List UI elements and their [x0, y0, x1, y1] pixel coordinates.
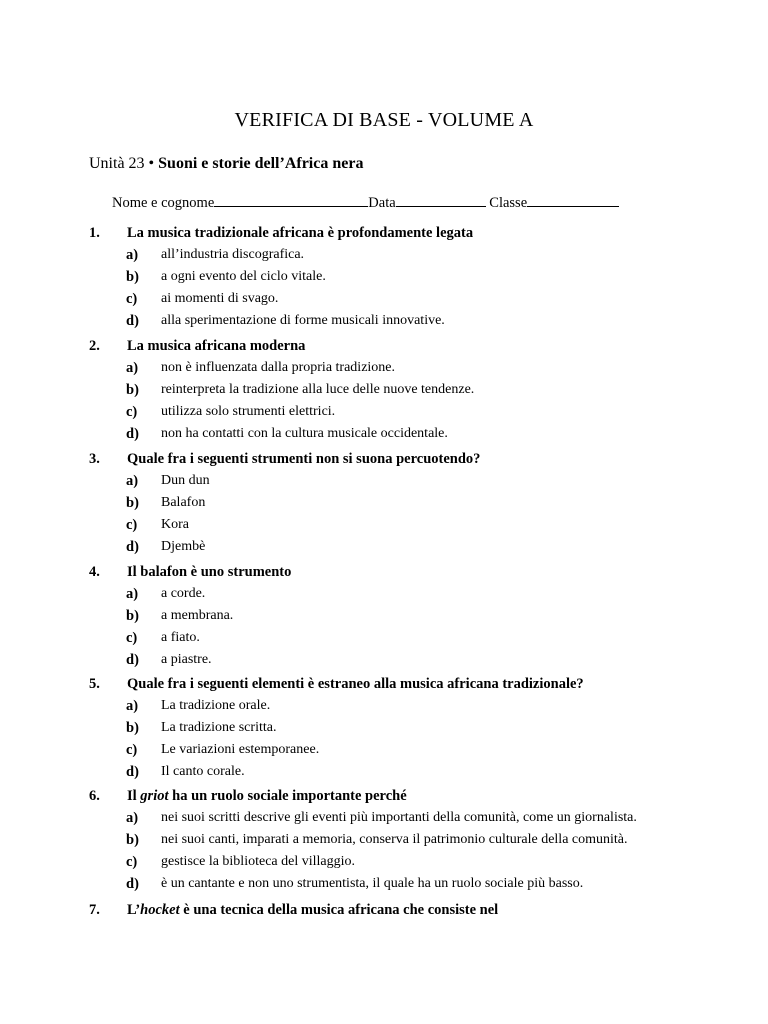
- unit-subject: Suoni e storie dell’Africa nera: [158, 155, 364, 172]
- option-text: Le variazioni estemporanee.: [161, 742, 320, 757]
- option-label: d): [126, 652, 139, 668]
- option-label: d): [126, 313, 139, 329]
- option-text: a ogni evento del ciclo vitale.: [161, 269, 326, 284]
- question-text: [127, 902, 498, 919]
- unit-prefix: Unità 23 •: [89, 155, 159, 172]
- class-label: Classe: [485, 195, 528, 211]
- question-text: Quale fra i seguenti elementi è estraneo alla musica africana tradizionale?: [127, 676, 584, 692]
- question-term-griot: griot: [140, 788, 169, 804]
- question-number: 1.: [89, 225, 100, 241]
- question-number: 3.: [89, 451, 100, 467]
- option-label: a): [126, 810, 139, 826]
- option-text: a piastre.: [161, 652, 212, 667]
- question-text: La musica tradizionale africana è profondamente legata: [127, 225, 474, 241]
- name-blank[interactable]: [214, 192, 368, 207]
- student-info-fields: [112, 192, 619, 212]
- question-text: [127, 788, 407, 805]
- option-label: c): [126, 517, 138, 533]
- option-label: b): [126, 495, 139, 511]
- option-label: a): [126, 360, 139, 376]
- option-label: c): [126, 742, 138, 758]
- option-text: è un cantante e non uno strumentista, il quale ha un ruolo sociale più basso.: [161, 876, 584, 891]
- option-label: a): [126, 698, 139, 714]
- option-label: d): [126, 876, 139, 892]
- option-text: alla sperimentazione di forme musicali innovative.: [161, 313, 445, 328]
- option-text: La tradizione orale.: [161, 698, 271, 713]
- option-label: c): [126, 630, 138, 646]
- option-label: c): [126, 291, 138, 307]
- date-label: Data: [368, 195, 396, 211]
- option-text: non è influenzata dalla propria tradizione.: [161, 360, 396, 375]
- question-text-before: L’: [127, 902, 141, 918]
- option-text: Dun dun: [161, 473, 210, 488]
- option-text: Kora: [161, 517, 189, 532]
- option-label: c): [126, 404, 138, 420]
- question-number: 6.: [89, 788, 100, 804]
- question-number: 5.: [89, 676, 100, 692]
- class-blank[interactable]: [527, 192, 619, 207]
- option-text: gestisce la biblioteca del villaggio.: [161, 854, 355, 869]
- page-title: VERIFICA DI BASE - VOLUME A: [234, 109, 534, 131]
- option-text: a membrana.: [161, 608, 234, 623]
- date-blank[interactable]: [396, 192, 486, 207]
- option-label: b): [126, 832, 139, 848]
- name-label: Nome e cognome: [112, 195, 215, 211]
- unit-heading: [89, 155, 363, 173]
- option-text: Il canto corale.: [161, 764, 245, 779]
- question-text-before: Il: [127, 788, 141, 804]
- option-text: a corde.: [161, 586, 206, 601]
- question-text: Quale fra i seguenti strumenti non si suona percuotendo?: [127, 451, 481, 467]
- option-label: b): [126, 382, 139, 398]
- option-label: d): [126, 539, 139, 555]
- option-label: a): [126, 473, 139, 489]
- option-text: nei suoi canti, imparati a memoria, conserva il patrimonio culturale della comunità.: [161, 832, 628, 847]
- option-text: ai momenti di svago.: [161, 291, 279, 306]
- option-label: d): [126, 764, 139, 780]
- question-number: 7.: [89, 902, 100, 918]
- question-text: La musica africana moderna: [127, 338, 306, 354]
- option-text: utilizza solo strumenti elettrici.: [161, 404, 336, 419]
- question-number: 2.: [89, 338, 100, 354]
- option-text: Balafon: [161, 495, 206, 510]
- question-number: 4.: [89, 564, 100, 580]
- option-label: b): [126, 269, 139, 285]
- option-text: all’industria discografica.: [161, 247, 305, 262]
- question-text-after: ha un ruolo sociale importante perché: [168, 788, 407, 804]
- option-label: b): [126, 608, 139, 624]
- option-text: Djembè: [161, 539, 206, 554]
- option-label: d): [126, 426, 139, 442]
- option-text: reinterpreta la tradizione alla luce delle nuove tendenze.: [161, 382, 475, 397]
- option-text: a fiato.: [161, 630, 200, 645]
- option-label: c): [126, 854, 138, 870]
- question-text: Il balafon è uno strumento: [127, 564, 292, 580]
- question-term-hocket: hocket: [140, 902, 180, 918]
- option-text: nei suoi scritti descrive gli eventi più importanti della comunità, come un giornalista.: [161, 810, 637, 825]
- option-text: La tradizione scritta.: [161, 720, 277, 735]
- question-text-after: è una tecnica della musica africana che consiste nel: [179, 902, 499, 918]
- option-label: b): [126, 720, 139, 736]
- option-label: a): [126, 586, 139, 602]
- option-label: a): [126, 247, 139, 263]
- option-text: non ha contatti con la cultura musicale occidentale.: [161, 426, 448, 441]
